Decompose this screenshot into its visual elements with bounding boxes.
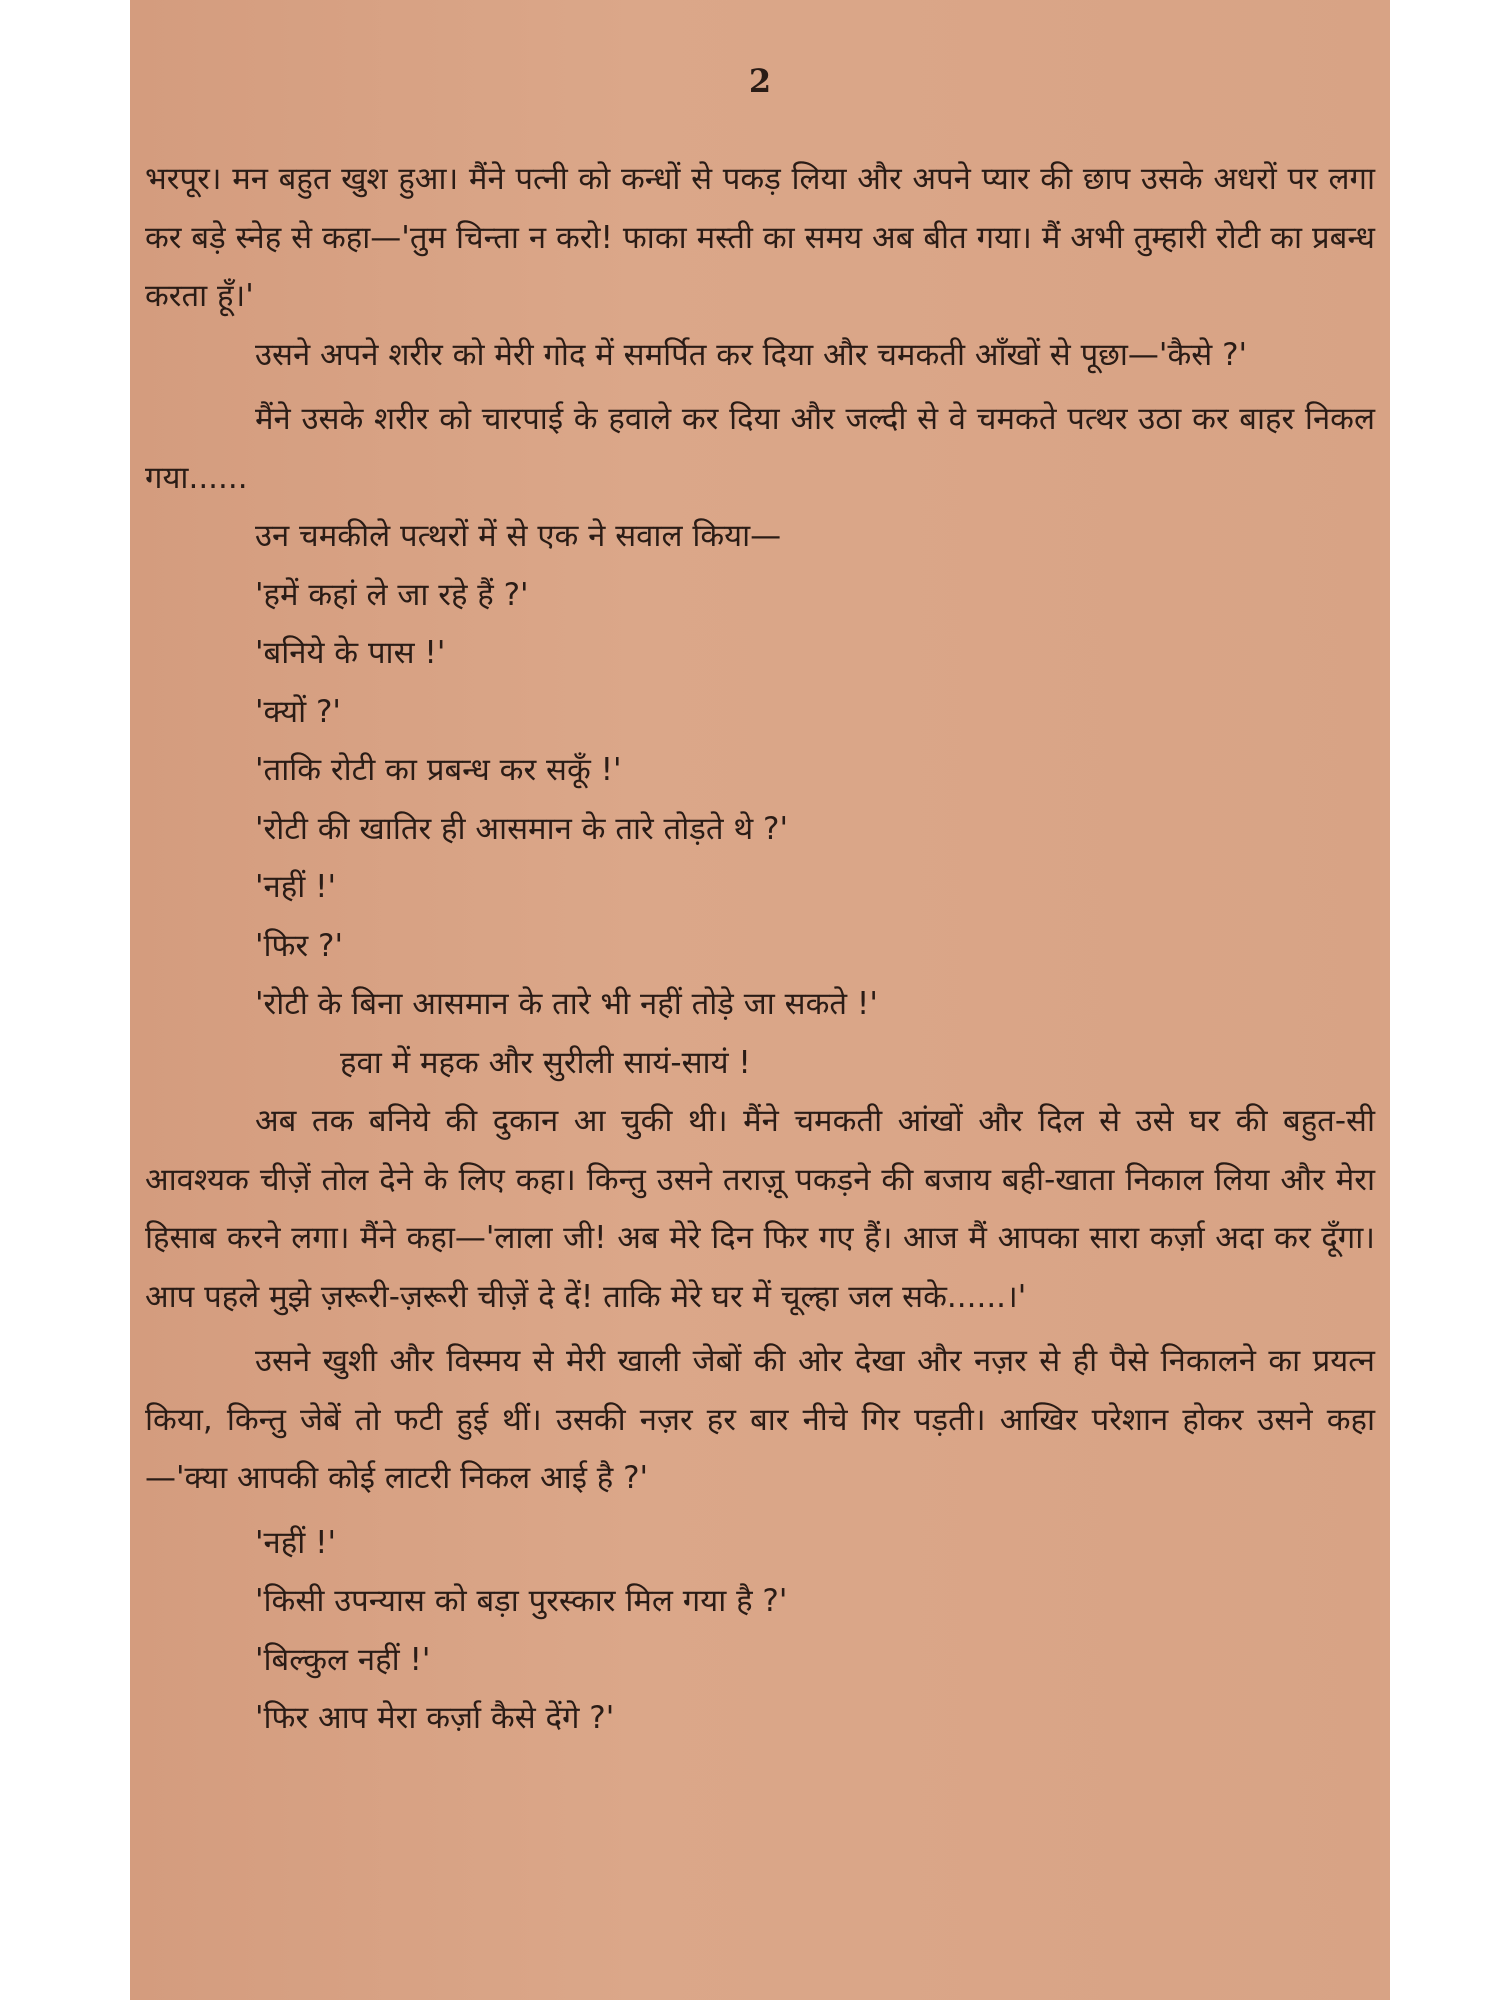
dialogue-line: 'क्यों ?' xyxy=(255,693,341,730)
dialogue-line: 'रोटी की खातिर ही आसमान के तारे तोड़ते थे ?' xyxy=(255,810,788,847)
dialogue-line: 'किसी उपन्यास को बड़ा पुरस्कार मिल गया है ?' xyxy=(255,1583,788,1619)
dialogue-line: 'फिर ?' xyxy=(255,927,343,964)
dialogue-line: उन चमकीले पत्थरों में से एक ने सवाल किया— xyxy=(255,518,782,554)
dialogue-line: हवा में महक और सुरीली सायं-सायं ! xyxy=(340,1044,751,1081)
paragraph: अब तक बनिये की दुकान आ चुकी थी। मैंने चमकती आंखों और दिल से उसे घर की बहुत-सी आवश्यक चीज़ें तोल देने के लिए कहा। किन्तु उसने तराज़ू पकड़ने की बजाय बही-खाता निकाल लिया और मेरा हिसाब करने लगा। मैंने कहा—'लाला जी! अब मेरे दिन फिर गए हैं। आज मैं आपका सारा कर्ज़ा अदा कर दूँगा। आप पहले मुझे ज़रूरी-ज़रूरी चीज़ें दे दें! ताकि मेरे घर में चूल्हा जल सके......।' xyxy=(145,1103,1375,1315)
dialogue-line: 'नहीं !' xyxy=(255,869,337,905)
dialogue-line: 'बिल्कुल नहीं !' xyxy=(255,1641,431,1678)
book-page xyxy=(130,0,1390,2000)
paragraph: मैंने उसके शरीर को चारपाई के हवाले कर दिया और जल्दी से वे चमकते पत्थर उठा कर बाहर निकल गया...... xyxy=(145,401,1375,496)
dialogue-line: 'बनिये के पास !' xyxy=(255,635,446,671)
dialogue-line: 'नहीं !' xyxy=(255,1524,337,1561)
dialogue-line: 'ताकि रोटी का प्रबन्ध कर सकूँ !' xyxy=(255,752,622,788)
paragraph: उसने अपने शरीर को मेरी गोद में समर्पित कर दिया और चमकती आँखों से पूछा—'कैसे ?' xyxy=(255,336,1248,373)
dialogue-line: 'हमें कहां ले जा रहे हैं ?' xyxy=(255,576,529,613)
page-number: 2 xyxy=(748,62,772,100)
page-body xyxy=(145,150,1375,1748)
dialogue-line: 'फिर आप मेरा कर्ज़ा कैसे देंगे ?' xyxy=(255,1700,615,1736)
paragraph: उसने खुशी और विस्मय से मेरी खाली जेबों की ओर देखा और नज़र से ही पैसे निकालने का प्रयत्न किया, किन्तु जेबें तो फटी हुई थीं। उसकी नज़र हर बार नीचे गिर पड़ती। आखिर परेशान होकर उसने कहा—'क्या आपकी कोई लाटरी निकल आई है ?' xyxy=(145,1343,1375,1496)
paragraph: भरपूर। मन बहुत खुश हुआ। मैंने पत्नी को कन्धों से पकड़ लिया और अपने प्यार की छाप उसके अधरों पर लगा कर बड़े स्नेह से कहा—'तुम चिन्ता न करो! फाका मस्ती का समय अब बीत गया। मैं अभी तुम्हारी रोटी का प्रबन्ध करता हूँ।' xyxy=(145,161,1375,314)
dialogue-line: 'रोटी के बिना आसमान के तारे भी नहीं तोड़े जा सकते !' xyxy=(255,986,878,1022)
